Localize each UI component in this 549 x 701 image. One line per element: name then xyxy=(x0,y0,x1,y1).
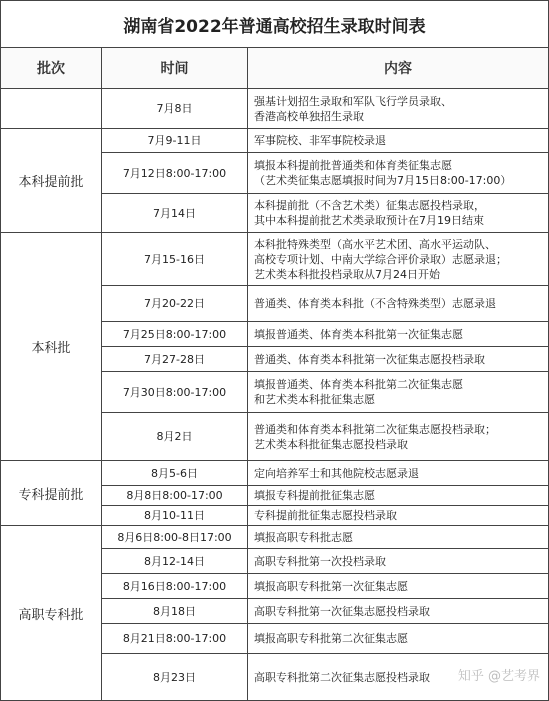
row-content: 填报高职专科批志愿 xyxy=(248,526,548,549)
category-cell: 本科批 xyxy=(1,233,101,461)
row-content: 高职专科批第二次征集志愿投档录取 xyxy=(248,654,548,701)
row-content: 普通类、体育类本科批第一次征集志愿投档录取 xyxy=(248,347,548,372)
row-time: 7月8日 xyxy=(102,89,247,129)
row-content: 高职专科批第一次征集志愿投档录取 xyxy=(248,599,548,624)
header-batch: 批次 xyxy=(1,48,101,89)
row-time: 7月12日8:00-17:00 xyxy=(102,153,247,194)
row-time: 7月14日 xyxy=(102,194,247,233)
row-time: 8月8日8:00-17:00 xyxy=(102,486,247,506)
row-time: 7月25日8:00-17:00 xyxy=(102,322,247,347)
table-title: 湖南省2022年普通高校招生录取时间表 xyxy=(1,1,548,48)
watermark: 知乎 @艺考界 xyxy=(457,669,540,684)
row-content: 填报高职专科批第一次征集志愿 xyxy=(248,574,548,599)
row-time: 7月30日8:00-17:00 xyxy=(102,372,247,413)
row-content: 填报高职专科批第二次征集志愿 xyxy=(248,624,548,654)
category-cell-empty xyxy=(1,89,101,129)
row-time: 8月10-11日 xyxy=(102,506,247,526)
header-content: 内容 xyxy=(248,48,548,89)
row-time: 7月20-22日 xyxy=(102,286,247,322)
category-cell: 本科提前批 xyxy=(1,129,101,233)
row-time: 8月18日 xyxy=(102,599,247,624)
row-time: 8月5-6日 xyxy=(102,461,247,486)
row-time: 7月27-28日 xyxy=(102,347,247,372)
row-time: 8月6日8:00-8日17:00 xyxy=(102,526,247,549)
row-time: 8月16日8:00-17:00 xyxy=(102,574,247,599)
row-content: 高职专科批第一次投档录取 xyxy=(248,549,548,574)
row-content: 定向培养军士和其他院校志愿录退 xyxy=(248,461,548,486)
category-cell: 高职专科批 xyxy=(1,526,101,701)
row-content: 填报专科提前批征集志愿 xyxy=(248,486,548,506)
header-time: 时间 xyxy=(102,48,247,89)
row-content: 军事院校、非军事院校录退 xyxy=(248,129,548,153)
row-time: 8月23日 xyxy=(102,654,247,701)
row-content: 填报普通类、体育类本科批第二次征集志愿 和艺术类本科批征集志愿 xyxy=(248,372,548,413)
category-cell: 专科提前批 xyxy=(1,461,101,526)
row-time: 8月2日 xyxy=(102,413,247,461)
row-content: 本科批特殊类型（高水平艺术团、高水平运动队、 高校专项计划、中南大学综合评价录取）志愿录退； 艺术类本科批投档录取从7月24日开始 xyxy=(248,233,548,286)
row-time: 7月15-16日 xyxy=(102,233,247,286)
row-content: 填报普通类、体育类本科批第一次征集志愿 xyxy=(248,322,548,347)
row-content: 专科提前批征集志愿投档录取 xyxy=(248,506,548,526)
row-content: 本科提前批（不含艺术类）征集志愿投档录取， 其中本科提前批艺术类录取预计在7月19日结束 xyxy=(248,194,548,233)
row-time: 8月21日8:00-17:00 xyxy=(102,624,247,654)
row-content: 填报本科提前批普通类和体育类征集志愿 （艺术类征集志愿填报时间为7月15日8:00-17:00） xyxy=(248,153,548,194)
row-content: 普通类和体育类本科批第二次征集志愿投档录取； 艺术类本科批征集志愿投档录取 xyxy=(248,413,548,461)
row-time: 7月9-11日 xyxy=(102,129,247,153)
row-content: 普通类、体育类本科批（不含特殊类型）志愿录退 xyxy=(248,286,548,322)
row-content: 强基计划招生录取和军队飞行学员录取、 香港高校单独招生录取 xyxy=(248,89,548,129)
row-time: 8月12-14日 xyxy=(102,549,247,574)
